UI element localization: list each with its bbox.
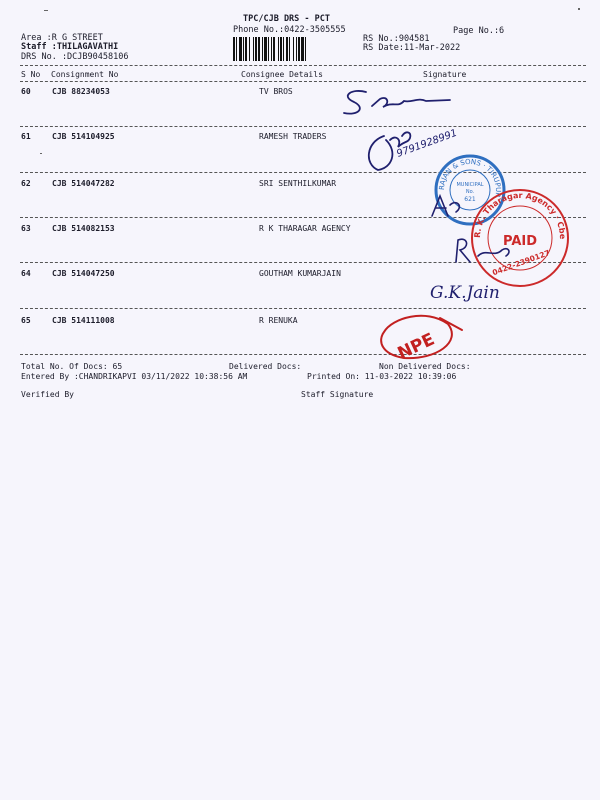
column-header-sno: S No	[21, 70, 41, 79]
delivered-docs: Delivered Docs:	[229, 362, 302, 371]
seal-ring-text: RAJAN & SONS · TIRUPUR	[437, 157, 503, 199]
row-65-consignee: R RENUKA	[259, 316, 298, 325]
row-60-consignment: CJB 88234053	[52, 87, 110, 96]
printed-on: Printed On: 11-03-2022 10:39:06	[307, 372, 457, 381]
drs-number: DRS No. :DCJB90458106	[21, 52, 129, 62]
svg-text:No.: No.	[465, 189, 475, 195]
agency-phone-text: 0422-2390127	[491, 248, 552, 278]
paid-stamp-text: PAID	[502, 234, 538, 249]
row-61-consignment: CJB 514104925	[52, 132, 115, 141]
column-header-consignee: Consignee Details	[241, 70, 323, 79]
svg-text:MUNICIPAL: MUNICIPAL	[456, 182, 484, 188]
row-60-consignee: TV BROS	[259, 87, 293, 96]
row-64-consignment: CJB 514047250	[52, 269, 115, 278]
document-title: TPC/CJB DRS - PCT	[243, 14, 330, 24]
page-number: Page No.:6	[453, 26, 505, 36]
row-60-signature	[344, 91, 450, 114]
row-62-consignment: CJB 514047282	[52, 179, 115, 188]
row-63-signature	[456, 239, 509, 262]
verified-by: Verified By	[21, 390, 74, 399]
row-60-sno: 60	[21, 87, 31, 96]
row-62-consignee: SRI SENTHILKUMAR	[259, 179, 337, 188]
row-61-sno: 61	[21, 132, 31, 141]
row-63-consignment: CJB 514082153	[52, 224, 115, 233]
row-62-sno: 62	[21, 179, 31, 188]
rs-number: RS No.:904581	[363, 34, 430, 44]
row-63-sno: 63	[21, 224, 31, 233]
row-64-consignee: GOUTHAM KUMARJAIN	[259, 269, 341, 278]
agency-stamp	[472, 190, 568, 286]
row-65-consignment: CJB 514111008	[52, 316, 115, 325]
rs-date: RS Date:11-Mar-2022	[363, 43, 461, 53]
staff-signature-label: Staff Signature	[301, 390, 374, 399]
phone-number: Phone No.:0422-3505555	[233, 25, 346, 35]
svg-text:621: 621	[464, 196, 476, 203]
row-64-sno: 64	[21, 269, 31, 278]
total-docs: Total No. Of Docs: 65	[21, 362, 123, 371]
round-seal-stamp	[436, 156, 504, 224]
row-63-consignee: R K THARAGAR AGENCY	[259, 224, 351, 233]
row-61-handwritten-phone: 9791928991	[395, 127, 459, 160]
entered-by: Entered By :CHANDRIKAPVI 03/11/2022 10:38:56 AM	[21, 372, 248, 381]
staff-label: Staff :THILAGAVATHI	[21, 42, 119, 52]
row-65-sno: 65	[21, 316, 31, 325]
agency-ring-text: R. K. Tharagar Agency · Cbe	[472, 190, 568, 240]
row-61-consignee: RAMESH TRADERS	[259, 132, 327, 141]
column-header-consignment: Consignment No	[51, 70, 119, 79]
area-label: Area :R G STREET	[21, 33, 103, 43]
row-64-signature: G.K.Jain	[430, 283, 500, 303]
row-65-npe-text: NPE	[394, 329, 438, 364]
non-delivered-docs: Non Delivered Docs:	[379, 362, 471, 371]
column-header-signature: Signature	[423, 70, 467, 79]
